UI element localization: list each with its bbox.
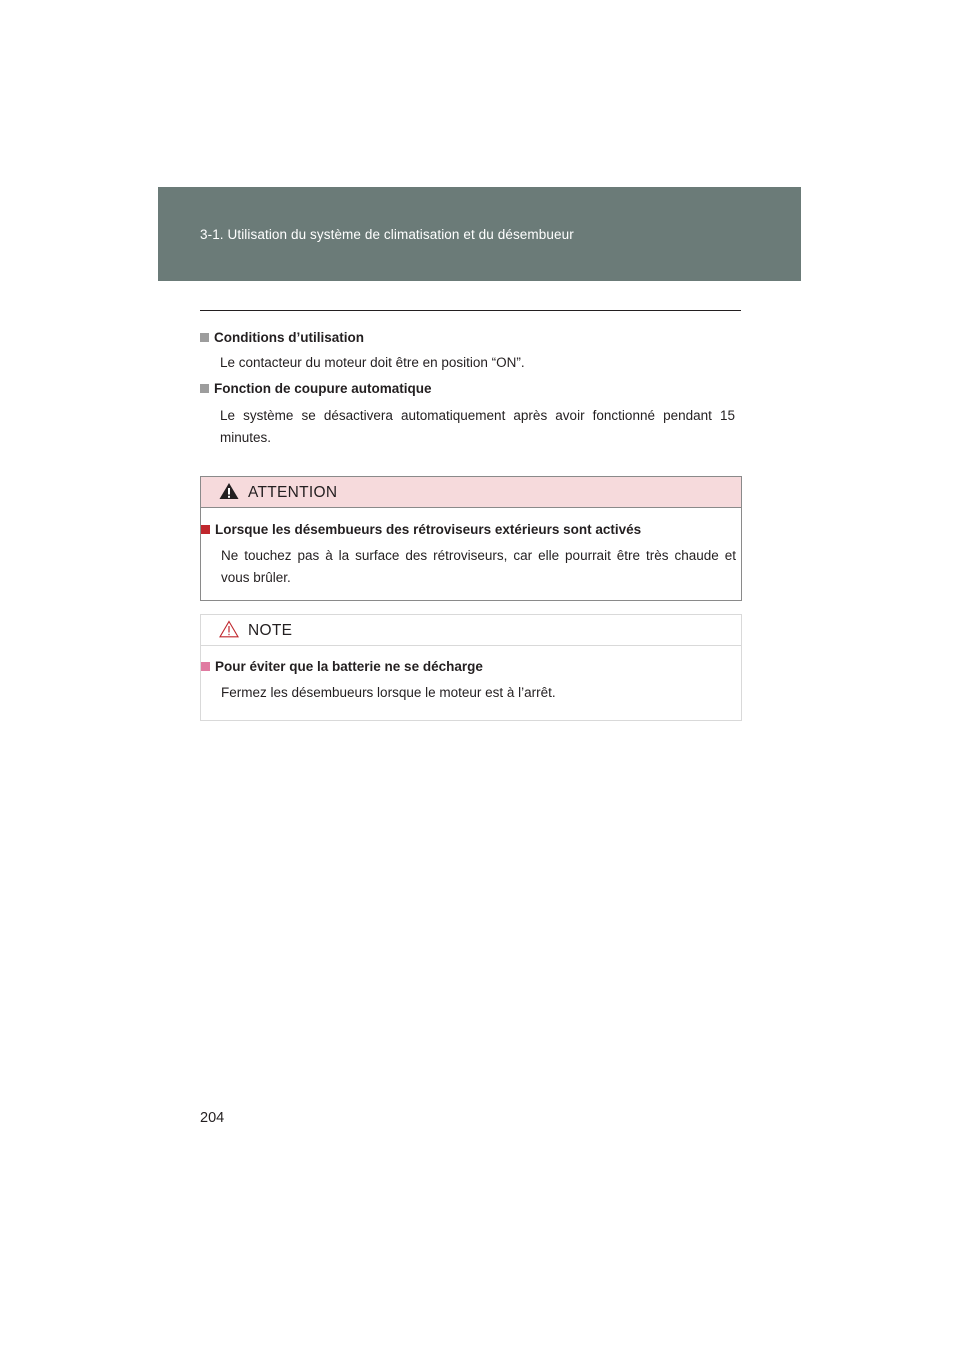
attention-box (200, 476, 742, 601)
auto-shutoff-heading-text: Fonction de coupure automatique (214, 381, 432, 396)
note-text: Fermez les désembueurs lorsque le moteur est à l’arrêt. (221, 685, 556, 700)
note-heading-text: Pour éviter que la batterie ne se décharge (215, 659, 483, 674)
section-header-band (158, 187, 801, 281)
warning-outline-icon (219, 620, 239, 638)
square-bullet-icon (200, 333, 209, 342)
attention-heading-text: Lorsque les désembueurs des rétroviseurs extérieurs sont activés (215, 522, 642, 537)
warning-icon (219, 482, 239, 500)
note-header (201, 615, 741, 646)
attention-header (201, 477, 741, 508)
section-title: 3-1. Utilisation du système de climatisation et du désembueur (200, 227, 574, 242)
note-label: NOTE (248, 622, 293, 639)
note-box (200, 614, 742, 721)
note-heading (201, 659, 483, 674)
conditions-heading (200, 330, 364, 345)
page-number: 204 (200, 1110, 225, 1126)
conditions-text: Le contacteur du moteur doit être en position “ON”. (220, 355, 525, 370)
attention-text: Ne touchez pas à la surface des rétroviseurs, car elle pourrait être très chaude et vous brûler. (221, 548, 736, 585)
section-divider (200, 310, 741, 311)
square-bullet-icon (200, 384, 209, 393)
square-bullet-icon (201, 525, 210, 534)
auto-shutoff-text: Le système se désactivera automatiquement après avoir fonctionné pendant 15 minutes. (220, 408, 735, 445)
attention-heading (201, 522, 641, 537)
conditions-heading-text: Conditions d’utilisation (214, 330, 364, 345)
auto-shutoff-heading (200, 381, 432, 396)
attention-label: ATTENTION (248, 484, 338, 501)
square-bullet-icon (201, 662, 210, 671)
